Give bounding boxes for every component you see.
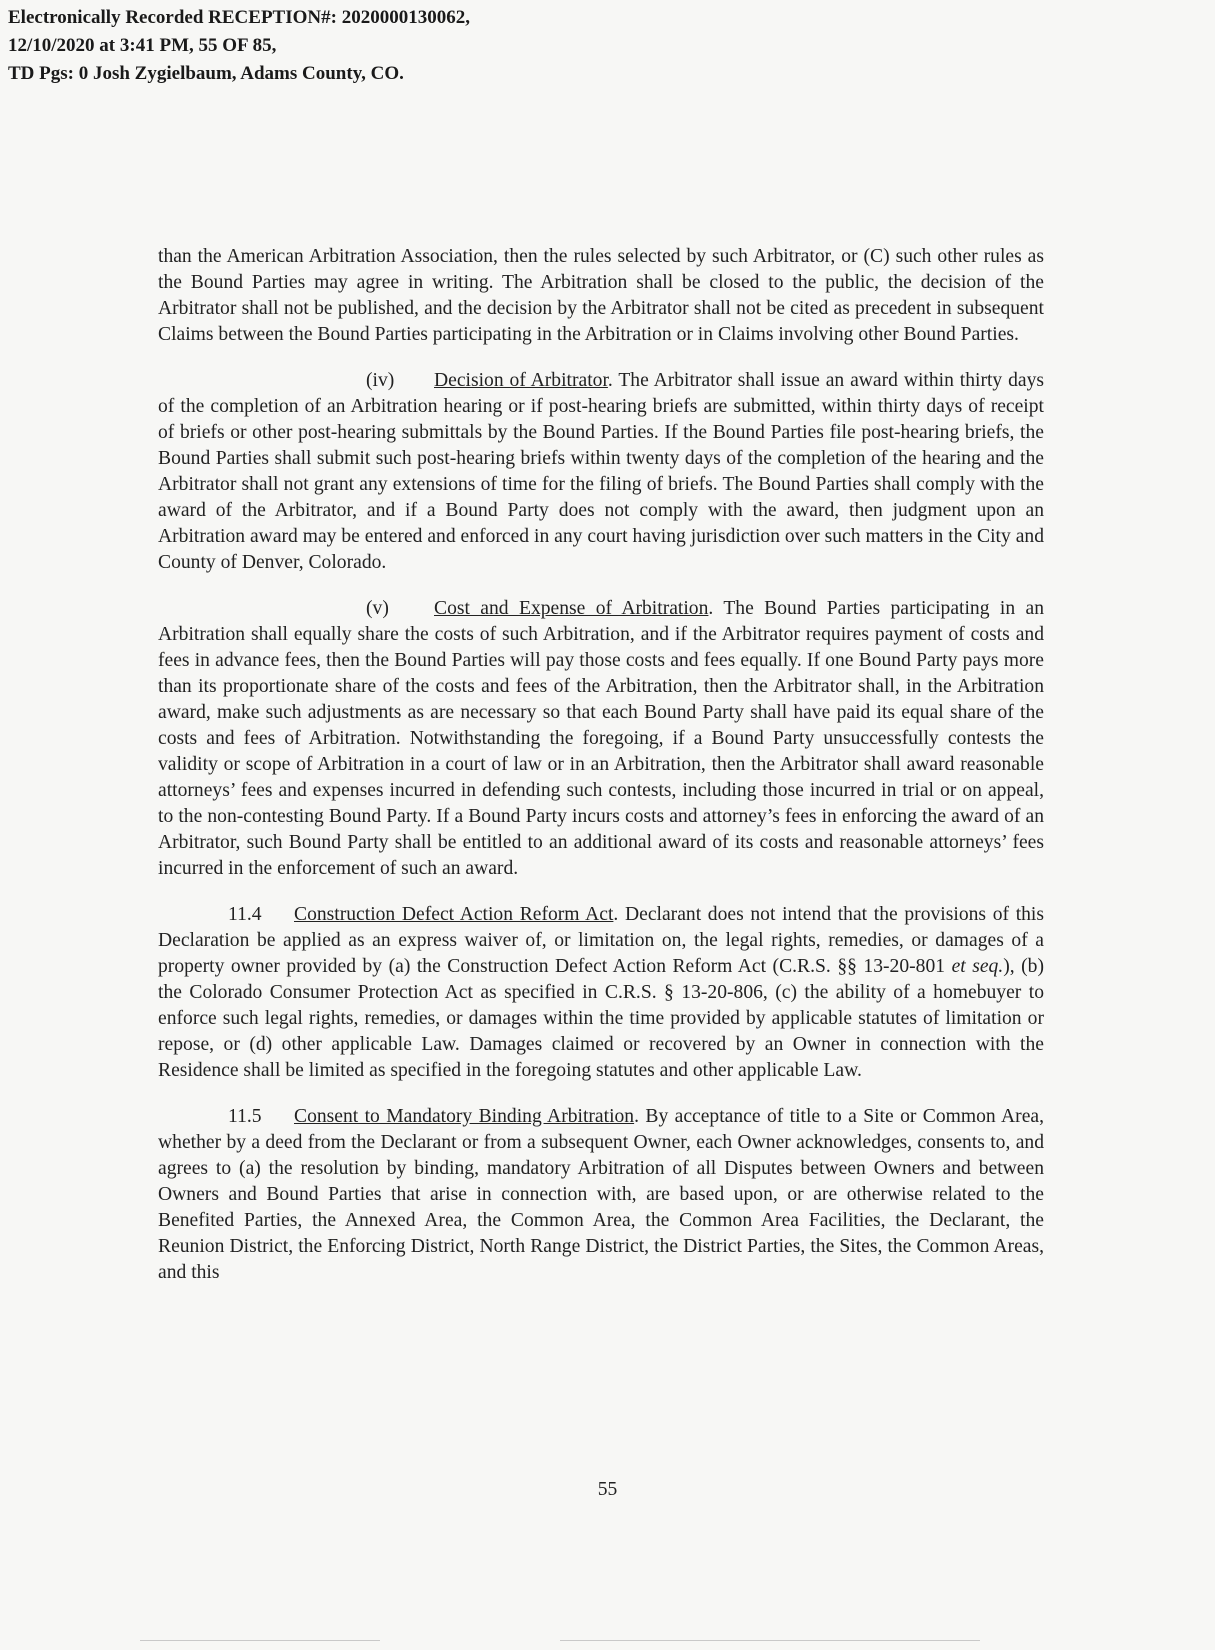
paragraph-text: . The Bound Parties participating in an Arbitration shall equally share the costs of such Arbitration, and if the Arbitrator requires payment of costs and fees in advance fees, then the Bound Parties will pay those costs and fees equally. If one Bound Party pays more than its proportionate share of the costs and fees of the Arbitration, then the Arbitrator shall, in the Arbitration award, make such adjustments as are necessary so that each Bound Party shall have paid its equal share of the costs and fees of Arbitration. Notwithstanding the foregoing, if a Bound Party unsuccessfully contests the validity or scope of Arbitration in a court of law or in an Arbitration, then the Arbitrator shall award reasonable attorneys’ fees and expenses incurred in defending such contests, including those incurred in trial or on appeal, to the non-contesting Bound Party. If a Bound Party incurs costs and attorney’s fees in enforcing the award of an Arbitrator, such Bound Party shall be entitled to an additional award of its costs and reasonable attorneys’ fees incurred in the enforcement of such an award.: [158, 598, 1044, 879]
paragraph-construction-defect-act: [158, 902, 1044, 1084]
recording-stamp-line-2: 12/10/2020 at 3:41 PM, 55 OF 85,: [8, 35, 277, 56]
paragraph-rules-continuation: [158, 244, 1044, 348]
paragraph-text: . By acceptance of title to a Site or Common Area, whether by a deed from the Declarant or from a subsequent Owner, each Owner acknowledges, consents to, and agrees to (a) the resolution by binding, mandatory Arbitration of all Disputes between Owners and between Owners and Bound Parties that arise in connection with, are based upon, or are otherwise related to the Benefited Parties, the Annexed Area, the Common Area, the Common Area Facilities, the Declarant, the Reunion District, the Enforcing District, North Range District, the District Parties, the Sites, the Common Areas, and this: [158, 1106, 1044, 1283]
recording-stamp-line-1: Electronically Recorded RECEPTION#: 2020000130062,: [8, 7, 470, 28]
paragraph-text: than the American Arbitration Association, then the rules selected by such Arbitrator, or (C) such other rules as the Bound Parties may agree in writing. The Arbitration shall be closed to the public, the decision of the Arbitrator shall not be published, and the decision by the Arbitrator shall not be cited as precedent in subsequent Claims between the Bound Parties participating in the Arbitration or in Claims involving other Bound Parties.: [158, 246, 1044, 345]
scan-edge-line-left: [140, 1640, 380, 1641]
section-heading: Construction Defect Action Reform Act: [294, 904, 614, 925]
paragraph-text: . Declarant does not intend that the provisions of this Declaration be applied as an express waiver of, or limitation on, the legal rights, remedies, or damages of a property owner provided by (a) the Construction Defect Action Reform Act (C.R.S. §§ 13-20-801: [158, 904, 1044, 977]
subsection-heading: Decision of Arbitrator: [434, 370, 608, 391]
recording-stamp: [8, 4, 470, 88]
subsection-heading: Cost and Expense of Arbitration: [434, 598, 709, 619]
paragraph-text: ), (b) the Colorado Consumer Protection Act as specified in C.R.S. § 13-20-806, (c) the ability of a homebuyer to enforce such legal rights, remedies, or damages within the time provided by applicable statutes of limitation or repose, or (d) other applicable Law. Damages claimed or recovered by an Owner in connection with the Residence shall be limited as specified in the foregoing statutes and other applicable Law.: [158, 956, 1045, 1081]
section-number: 11.5: [228, 1106, 262, 1127]
subsection-number: (v): [366, 598, 389, 619]
subsection-number: (iv): [366, 370, 395, 391]
paragraph-decision-of-arbitrator: [158, 368, 1044, 576]
recording-stamp-line-3: TD Pgs: 0 Josh Zygielbaum, Adams County, CO.: [8, 63, 404, 84]
italic-citation: et seq.: [951, 956, 1004, 977]
paragraph-text: . The Arbitrator shall issue an award within thirty days of the completion of an Arbitration hearing or if post-hearing briefs are submitted, within thirty days of receipt of briefs or other post-hearing submittals by the Bound Parties. If the Bound Parties file post-hearing briefs, the Bound Parties shall submit such post-hearing briefs within twenty days of the completion of the hearing and the Arbitrator shall not grant any extensions of time for the filing of briefs. The Bound Parties shall comply with the award of the Arbitrator, and if a Bound Party does not comply with the award, then judgment upon an Arbitration award may be entered and enforced in any court having jurisdiction over such matters in the City and County of Denver, Colorado.: [158, 370, 1045, 573]
document-body: [158, 244, 1044, 1306]
section-heading: Consent to Mandatory Binding Arbitration: [294, 1106, 635, 1127]
section-number: 11.4: [228, 904, 262, 925]
scan-edge-line-right: [560, 1640, 980, 1641]
page-number: 55: [597, 1479, 618, 1500]
paragraph-consent-to-arbitration: [158, 1104, 1044, 1286]
paragraph-cost-of-arbitration: [158, 596, 1044, 882]
